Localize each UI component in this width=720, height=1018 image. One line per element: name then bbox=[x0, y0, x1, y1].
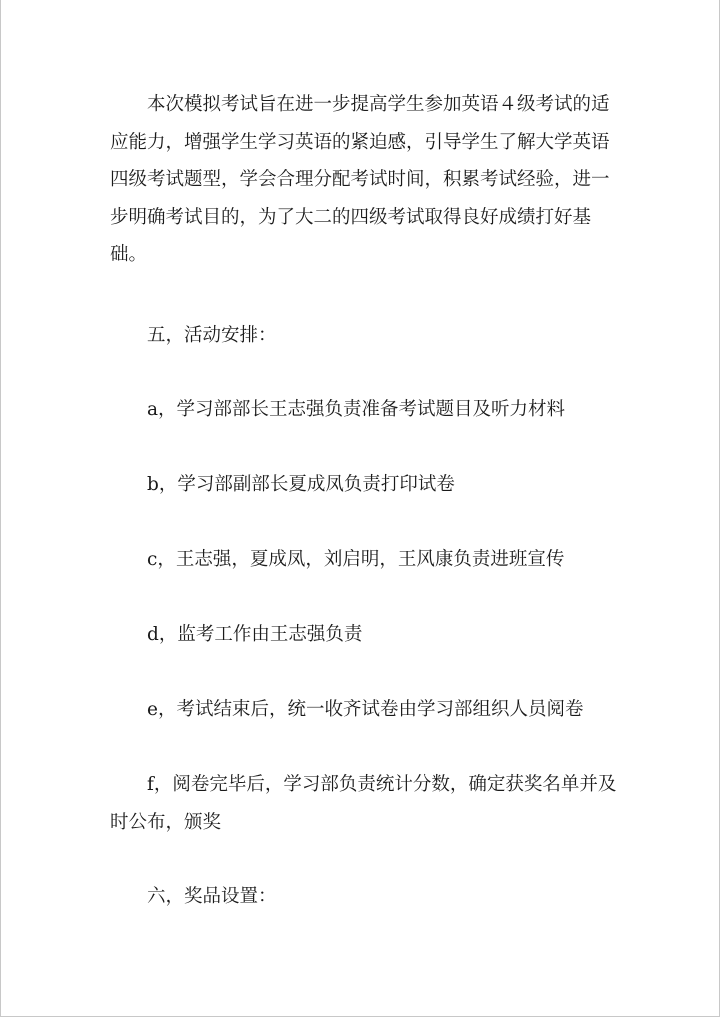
section-6-heading: 六，奖品设置： bbox=[147, 886, 277, 907]
section-5-heading: 五，活动安排： bbox=[147, 325, 277, 346]
arrangement-item-a: a，学习部部长王志强负责准备考试题目及听力材料 bbox=[147, 399, 566, 420]
intro-paragraph: 本次模拟考试旨在进一步提高学生参加英语４级考试的适应能力，增强学生学习英语的紧迫感，引导学生了解大学英语四级考试题型，学会合理分配考试时间，积累考试经验，进一步明确考试目的，为了大二的四级考试取得良好成绩打好基础。 bbox=[110, 94, 610, 265]
arrangement-item-d: d，监考工作由王志强负责 bbox=[147, 624, 363, 645]
arrangement-item-c: c，王志强，夏成凤，刘启明，王风康负责进班宣传 bbox=[147, 549, 565, 570]
arrangement-item-b: b，学习部副部长夏成凤负责打印试卷 bbox=[147, 474, 455, 495]
arrangement-item-f: f，阅卷完毕后，学习部负责统计分数，确定获奖名单并及时公布，颁奖 bbox=[110, 774, 617, 833]
arrangement-item-e: e，考试结束后，统一收齐试卷由学习部组织人员阅卷 bbox=[147, 699, 584, 720]
